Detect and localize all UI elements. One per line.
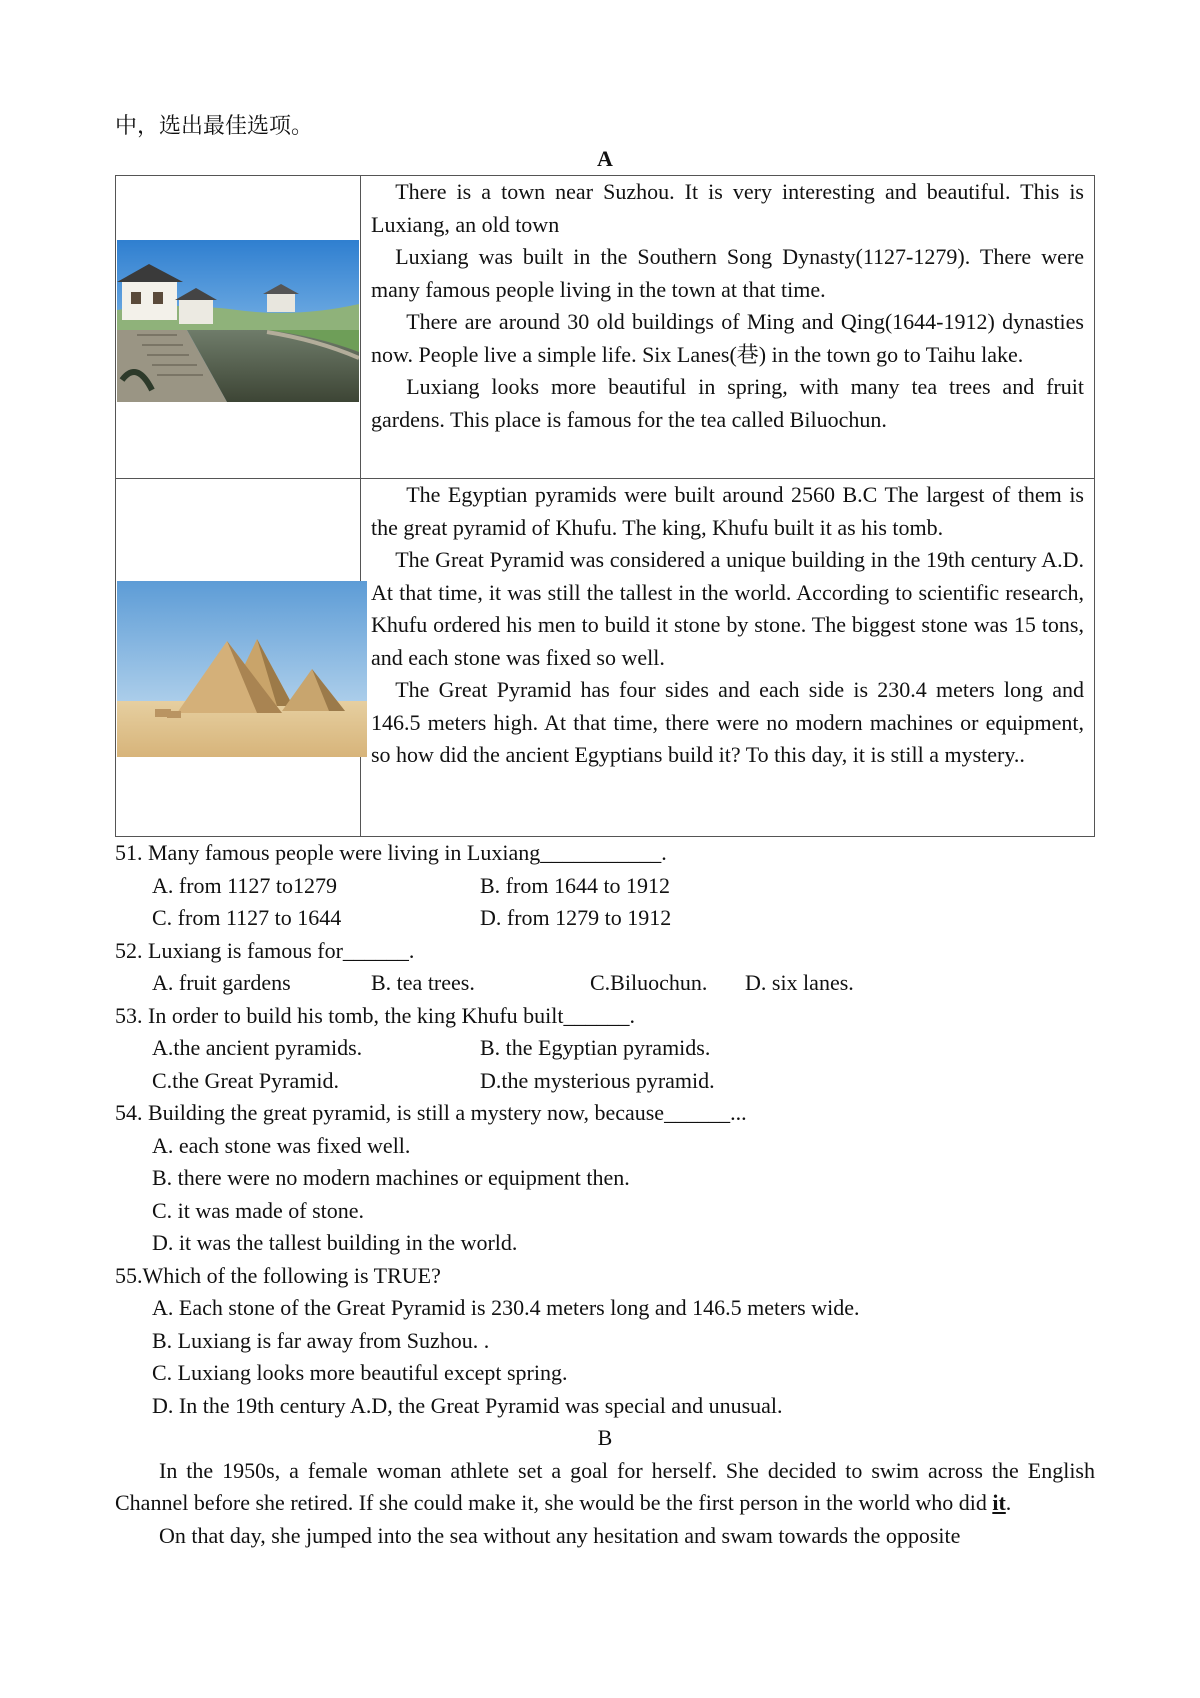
option: B. tea trees. [371, 970, 475, 995]
question-stem: 51. Many famous people were living in Luxiang___________. [115, 840, 667, 865]
passage-a-luxiang-text [361, 176, 1095, 479]
option: A.the ancient pyramids. [152, 1035, 363, 1060]
options-row [152, 1032, 1095, 1065]
option: C. it was made of stone. [152, 1197, 365, 1223]
luxiang-paragraph: Luxiang was built in the Southern Song Dynasty(1127-1279). There were many famous people living in the town at that time. [371, 244, 1084, 302]
options-row [152, 967, 1095, 1000]
passage-a-table [115, 175, 1095, 837]
option: D. from 1279 to 1912 [480, 905, 672, 930]
option: A. from 1127 to1279 [152, 872, 337, 898]
option: B. there were no modern machines or equipment then. [152, 1165, 630, 1190]
passage-b-text-run: In the 1950s, a female woman athlete set a goal for herself. She decided to swim across the English Channel before she retired. If she could make it, she would be the first person in the world who did [115, 1457, 1095, 1515]
option: A. each stone was fixed well. [152, 1132, 411, 1158]
image-cell [116, 479, 361, 837]
option: A. fruit gardens [152, 970, 291, 995]
options-row [152, 1065, 1095, 1098]
question-stem: 53. In order to build his tomb, the king Khufu built______. [115, 1002, 636, 1028]
option: C. Luxiang looks more beautiful except spring. [152, 1360, 568, 1385]
option: A. Each stone of the Great Pyramid is 230.4 meters long and 146.5 meters wide. [152, 1295, 860, 1320]
section-intro: 中，选出最佳选项。 [115, 113, 314, 138]
option: C. from 1127 to 1644 [152, 905, 342, 930]
option: D. In the 19th century A.D, the Great Pyramid was special and unusual. [152, 1392, 783, 1418]
options-row [152, 902, 1095, 935]
options-row [152, 870, 1095, 903]
option: B. the Egyptian pyramids. [480, 1035, 711, 1060]
option: D. six lanes. [745, 970, 854, 995]
passage-b-paragraph [115, 1455, 1095, 1520]
pyramids-photo [117, 581, 367, 757]
question-stem: 54. Building the great pyramid, is still a mystery now, because______... [115, 1100, 747, 1125]
passage-b-text [115, 1455, 1095, 1553]
passage-a-row-pyramids [116, 479, 1095, 837]
passage-a-label: A [597, 145, 613, 171]
question-stem: 52. Luxiang is famous for______. [115, 937, 415, 963]
luxiang-paragraph: There is a town near Suzhou. It is very interesting and beautiful. This is Luxiang, an old town [371, 179, 1084, 237]
passage-b-paragraph: On that day, she jumped into the sea without any hesitation and swam towards the opposite [159, 1522, 961, 1548]
luxiang-paragraph: Luxiang looks more beautiful in spring, with many tea trees and fruit gardens. This place is famous for the tea called Biluochun. [371, 374, 1084, 432]
question-stem: 55.Which of the following is TRUE? [115, 1262, 441, 1288]
passage-b-label: B [597, 1425, 613, 1450]
passage-a-row-luxiang [116, 176, 1095, 479]
passage-b-text-run: . [1005, 1490, 1012, 1515]
option: C.the Great Pyramid. [152, 1067, 339, 1093]
luxiang-paragraph: There are around 30 old buildings of Ming and Qing(1644-1912) dynasties now. People live a simple life. Six Lanes(巷) in the town go to Taihu lake. [371, 309, 1084, 367]
question-55 [115, 1260, 1095, 1423]
question-52 [115, 935, 1095, 1000]
option: D.the mysterious pyramid. [480, 1067, 715, 1093]
pyramids-paragraph: The Great Pyramid was considered a unique building in the 19th century A.D. At that time, it was still the tallest in the world. According to scientific research, Khufu ordered his men to build it stone by stone. The biggest stone was 15 tons, and each stone was fixed so well. [371, 547, 1084, 670]
question-51 [115, 837, 1095, 935]
canal-town-photo [117, 240, 359, 402]
underlined-word: it [992, 1490, 1006, 1515]
option: C.Biluochun. [590, 970, 708, 995]
image-cell [116, 176, 361, 479]
option: B. Luxiang is far away from Suzhou. . [152, 1327, 490, 1353]
pyramids-paragraph: The Great Pyramid has four sides and each side is 230.4 meters long and 146.5 meters high. At that time, there were no modern machines or equipment, so how did the ancient Egyptians build it? To this day, it is still a mystery.. [371, 677, 1084, 767]
pyramids-paragraph: The Egyptian pyramids were built around 2560 B.C The largest of them is the great pyramid of Khufu. The king, Khufu built it as his tomb. [371, 482, 1084, 540]
passage-a-pyramids-text [361, 479, 1095, 837]
question-54 [115, 1097, 1095, 1260]
worksheet-page [115, 110, 1095, 1552]
option: B. from 1644 to 1912 [480, 872, 671, 898]
question-53 [115, 1000, 1095, 1098]
option: D. it was the tallest building in the world. [152, 1230, 518, 1255]
